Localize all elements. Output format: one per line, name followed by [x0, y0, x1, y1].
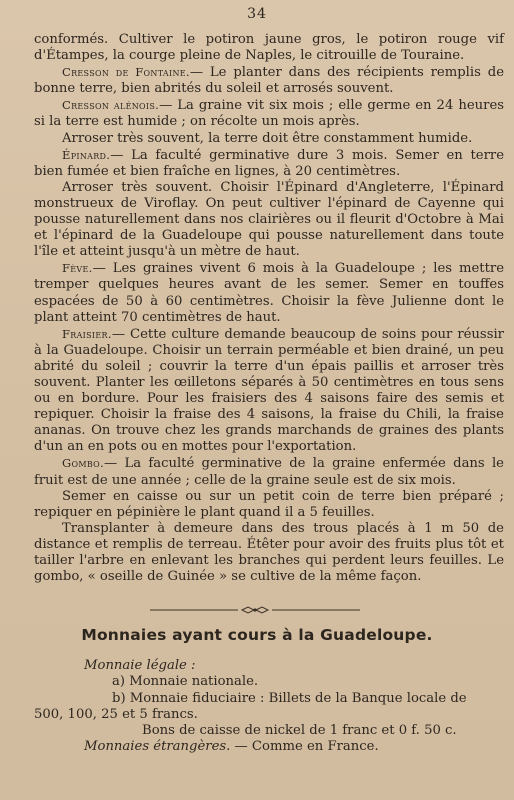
paragraph-epinard [34, 147, 504, 180]
money-foreign [34, 739, 504, 755]
paragraph-epinard-varieties: Arroser très souvent. Choisir l'Épinard d'Angleterre, l'Épinard monstrueux de Viroflay. On peut cultiver l'épinard de Cayenne qui pousse naturellement dans nos clairières ou il fleurit d'Octobre à Mai et l'épinard de la Guadeloupe qui pousse naturellement dans toute l'île et atteint jusqu'à un mètre de haut. [34, 179, 504, 260]
paragraph-gombo [34, 455, 504, 488]
money-list [34, 658, 504, 756]
paragraph-gombo-semer: Semer en caisse ou sur un petit coin de terre bien préparé ; repiquer en pépinière le plant quand il a 5 feuilles. [34, 488, 504, 520]
entry-label: Gombo. [62, 456, 104, 471]
paragraph-feve [34, 260, 504, 325]
money-foreign-label: Monnaies étrangères. [84, 739, 231, 755]
entry-text: — Le planter dans des récipients remplis de bonne terre, bien abrités du soleil et arrosés souvent. [34, 65, 504, 97]
money-national: a) Monnaie nationale. [112, 674, 259, 690]
paragraph-cresson-fontaine [34, 64, 504, 97]
entry-label: Épinard. [62, 147, 111, 162]
entry-label: Fève. [62, 261, 93, 276]
paragraph-potiron: conformés. Cultiver le potiron jaune gros, le potiron rouge vif d'Étampes, la courge pleine de Naples, le citrouille de Touraine. [34, 32, 504, 64]
entry-label: Cresson alénois. [62, 98, 160, 113]
paragraph-fraisier [34, 326, 504, 456]
paragraph-arroser-cresson: Arroser très souvent, la terre doit être constamment humide. [62, 130, 473, 146]
money-legal-heading: Monnaie légale : [84, 658, 196, 673]
money-fiduciary-line2: 500, 100, 25 et 5 francs. [34, 706, 198, 722]
paragraph-gombo-transplanter: Transplanter à demeure dans des trous placés à 1 m 50 de distance et remplis de terreau. Étêter pour avoir des fruits plus tôt et tailler l'arbre en enlevant les branches qui perdent leurs feuilles. Le gombo, « oseille de Guinée » se cultive de la même façon. [34, 520, 504, 585]
entry-text: — Cette culture demande beaucoup de soins pour réussir à la Guadeloupe. Choisir un terrain perméable et bien drainé, un peu abrité du soleil ; couvrir la terre d'un épais paillis et arroser très souvent. Planter les œilletons séparés à 50 centimètres en tous sens ou en bordure. Pour les fraisiers des 4 saisons faire des semis et repiquer. Choisir la fraise des 4 saisons, la fraise du Chili, la fraise ananas. On trouve chez les grands marchands de graines des plants d'un an en pots ou en mottes pour l'exportation. [34, 326, 504, 455]
money-nickel-bons: Bons de caisse de nickel de 1 franc et 0 f. 50 c. [142, 723, 457, 739]
entry-text: — La faculté germinative dure 3 mois. Semer en terre bien fumée et bien fraîche en lignes, à 20 centimètres. [34, 147, 504, 179]
money-foreign-text: — Comme en France. [230, 739, 379, 755]
paragraph-cresson-alenois [34, 97, 504, 130]
entry-label: Cresson de Fontaine. [62, 65, 190, 80]
entry-label: Fraisier. [62, 326, 112, 341]
money-fiduciary-line1: b) Monnaie fiduciaire : Billets de la Banque locale de [112, 690, 467, 706]
entry-text: — Les graines vivent 6 mois à la Guadeloupe ; les mettre tremper quelques heures avant de les semer. Semer en touffes espacées de 50 à 60 centimètres. Choisir la fève Julienne dont le plant atteint 70 centimètres de haut. [34, 261, 504, 325]
entry-text: — La graine vit six mois ; elle germe en 24 heures si la terre est humide ; on récolte un mois après. [34, 98, 505, 130]
ornamental-divider [150, 605, 360, 615]
section-title: Monnaies ayant cours à la Guadeloupe. [81, 626, 433, 644]
page-number: 34 [247, 6, 267, 22]
entry-text: — La faculté germinative de la graine enfermée dans le fruit est de une année ; celle de la graine seule est de six mois. [34, 456, 504, 488]
body-text [34, 32, 504, 585]
